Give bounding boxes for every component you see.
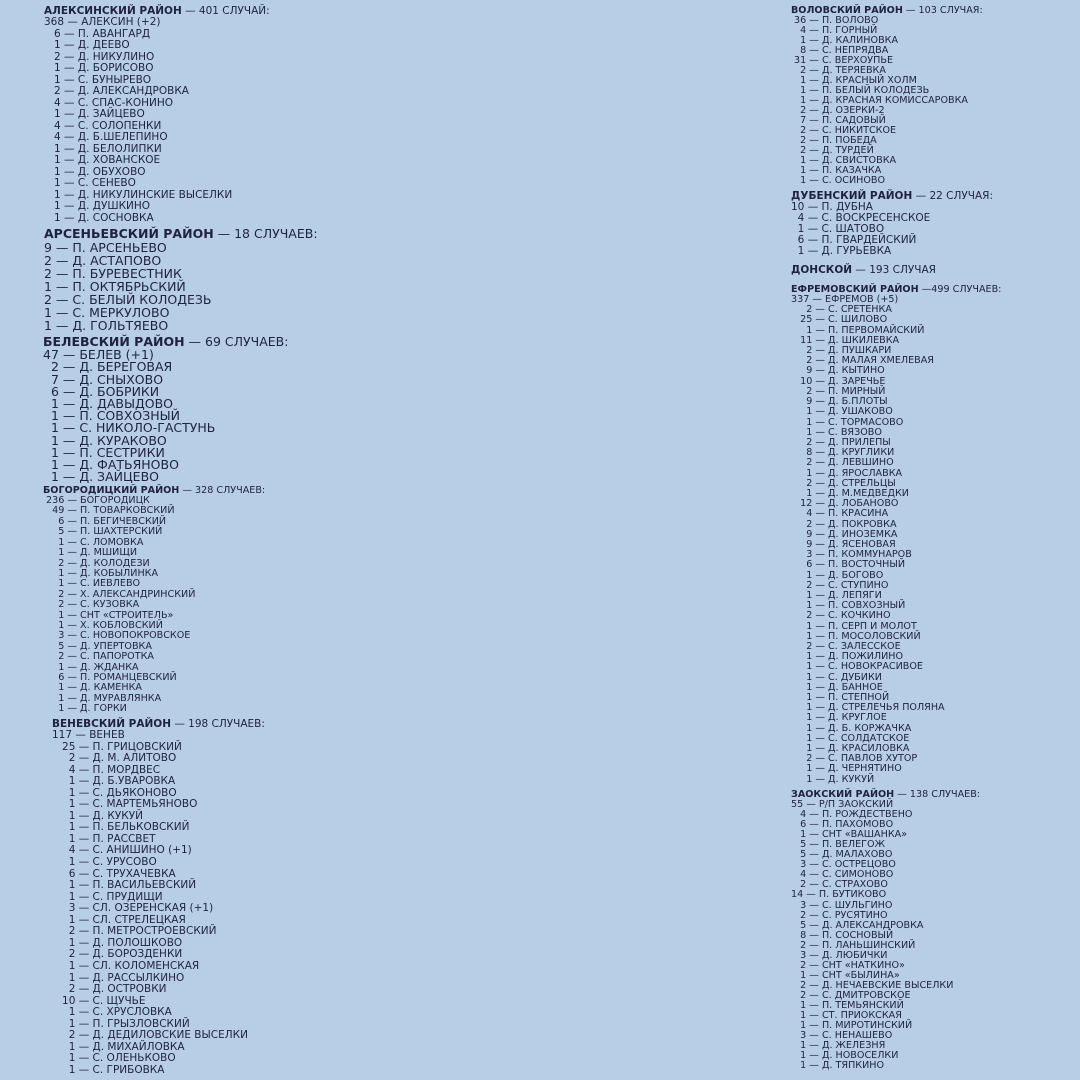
district-name: БОГОРОДИЦКИЙ РАЙОН: [43, 485, 180, 496]
locality-row: 1 — С. ОСИНОВО: [791, 175, 886, 187]
locality-row: 4 — П. МОРДВЕС: [52, 763, 161, 776]
locality-row: 7 — П. САДОВЫЙ: [791, 115, 886, 127]
district-heading: [791, 265, 936, 276]
locality-row: 6 — П. ВОСТОЧНЫЙ: [791, 559, 906, 571]
locality-row: 1 — Д. КУКУЙ: [52, 809, 143, 822]
locality-row: 1 — П. ГРЫЗЛОВСКИЙ: [52, 1017, 190, 1030]
locality-row: 1 — П. СЕСТРИКИ: [43, 444, 165, 460]
locality-row: 1 — Д. КРУГЛОЕ: [791, 712, 887, 724]
locality-row: 7 — Д. СНЫХОВО: [43, 371, 164, 387]
locality-row: 1 — С. УРУСОВО: [52, 856, 157, 869]
locality-row: 2 — П. ПОБЕДА: [791, 135, 877, 147]
locality-row: 1 — С. МЕРКУЛОВО: [44, 305, 170, 321]
locality-row: 1 — Д. НИКУЛИНСКИЕ ВЫСЕЛКИ: [44, 188, 233, 201]
locality-row: 1 — П. БЕЛЬКОВСКИЙ: [52, 821, 190, 834]
locality-row: 14 — П. БУТИКОВО: [791, 889, 887, 901]
locality-row: 4 — П. КРАСИНА: [791, 508, 889, 520]
district-arsenyevsky: [44, 227, 318, 332]
locality-row: 2 — С. ДМИТРОВСКОЕ: [791, 989, 911, 1001]
district-volovsky: [791, 6, 983, 186]
locality-row: 10 — Д. ЗАРЕЧЬЕ: [791, 375, 886, 387]
locality-row: 1 — С. СЕНЕВО: [44, 177, 136, 190]
locality-row: 2 — Д. ОЗЕРКИ-2: [791, 105, 885, 117]
locality-list: [44, 241, 318, 332]
locality-row: 1 — СНТ «БЫЛИНА»: [791, 969, 900, 981]
locality-row: 1 — П. КАЗАЧКА: [791, 165, 882, 177]
locality-row: 25 — П. ГРИЦОВСКИЙ: [52, 740, 182, 753]
locality-row: 1 — С. СОЛДАТСКОЕ: [791, 732, 910, 744]
locality-row: 6 — П. ПАХОМОВО: [791, 819, 894, 831]
locality-row: 117 — ВЕНЕВ: [52, 729, 125, 742]
locality-row: 1 — Д. БЕЛОЛИПКИ: [44, 142, 162, 155]
locality-row: 2 — СНТ «НАТКИНО»: [791, 959, 905, 971]
locality-row: 3 — СЛ. ОЗЕРЕНСКАЯ (+1): [52, 902, 214, 915]
locality-row: 49 — П. ТОВАРКОВСКИЙ: [43, 505, 175, 517]
district-aleksinsky: [44, 6, 270, 224]
locality-row: 6 — П. РОМАНЦЕВСКИЙ: [43, 671, 177, 683]
locality-row: 1 — СЛ. СТРЕЛЕЦКАЯ: [52, 913, 186, 926]
locality-list: [791, 16, 983, 186]
district-name: БЕЛЕВСКИЙ РАЙОН: [43, 334, 185, 349]
locality-row: 1 — П. МОСОЛОВСКИЙ: [791, 630, 921, 642]
locality-row: 2 — П. ЛАНЬШИНСКИЙ: [791, 939, 916, 951]
locality-row: 8 — С. НЕПРЯДВА: [791, 45, 889, 57]
locality-row: 4 — С. АНИШИНО (+1): [52, 844, 192, 857]
district-venevsky: [52, 719, 265, 1076]
district-case-count: — 328 СЛУЧАЕВ:: [179, 485, 266, 496]
locality-row: 1 — Д. ЧЕРНЯТИНО: [791, 763, 902, 775]
locality-row: 1 — С. ПРУДИЩИ: [52, 890, 163, 903]
locality-row: 337 — ЕФРЕМОВ (+5): [791, 294, 899, 306]
locality-row: 1 — Д. КАЛИНОВКА: [791, 35, 899, 47]
locality-row: 1 — Д. СТРЕЛЕЧЬЯ ПОЛЯНА: [791, 702, 945, 714]
locality-row: 2 — Д. МАЛАЯ ХМЕЛЕВАЯ: [791, 355, 934, 367]
district-name: ЕФРЕМОВСКИЙ РАЙОН: [791, 284, 919, 295]
locality-row: 6 — П. ГВАРДЕЙСКИЙ: [791, 234, 917, 247]
locality-list: [791, 800, 980, 1071]
locality-row: 4 — П. ГОРНЫЙ: [791, 25, 878, 37]
locality-row: 1 — Д. ДЕЕВО: [44, 39, 130, 52]
district-case-count: — 18 СЛУЧАЕВ:: [213, 226, 318, 241]
locality-row: 368 — АЛЕКСИН (+2): [44, 16, 161, 29]
locality-row: 2 — С. КОЧКИНО: [791, 610, 891, 622]
locality-row: 1 — Д. ГУРЬЕВКА: [791, 245, 892, 258]
locality-row: 1 — СНТ «ВАШАНКА»: [791, 829, 908, 841]
locality-row: 3 — С. ОСТРЕЦОВО: [791, 859, 896, 871]
locality-row: 11 — Д. ШКИЛЕВКА: [791, 334, 900, 346]
locality-row: 5 — П. ШАХТЕРСКИЙ: [43, 526, 163, 538]
locality-row: 1 — Д. ЛЕПЯГИ: [791, 589, 882, 601]
locality-row: 47 — БЕЛЕВ (+1): [43, 347, 154, 363]
district-case-count: — 193 СЛУЧАЯ: [852, 264, 936, 276]
locality-row: 2 — С. ПАВЛОВ ХУТОР: [791, 753, 918, 765]
locality-row: 2 — С. КУЗОВКА: [43, 599, 140, 611]
locality-row: 2 — С. СРЕТЕНКА: [791, 304, 892, 316]
locality-row: 6 — П. АВАНГАРД: [44, 27, 151, 40]
locality-row: 1 — СТ. ПРИОКСКАЯ: [791, 1010, 902, 1022]
locality-row: 3 — С. ШУЛЬГИНО: [791, 899, 893, 911]
locality-row: 1 — С. ИЕВЛЕВО: [43, 578, 141, 590]
district-case-count: — 103 СЛУЧАЯ:: [902, 5, 983, 16]
locality-row: 5 — П. ВЕЛЕГОЖ: [791, 839, 885, 851]
locality-row: 1 — Д. ПОЖИЛИНО: [791, 651, 904, 663]
locality-row: 3 — П. КОММУНАРОВ: [791, 549, 912, 561]
locality-row: 2 — Д. АСТАПОВО: [44, 253, 162, 269]
locality-row: 9 — Д. КЫТИНО: [791, 365, 885, 377]
locality-row: 1 — СЛ. КОЛОМЕНСКАЯ: [52, 959, 200, 972]
locality-row: 1 — Д. ЯРОСЛАВКА: [791, 467, 903, 479]
locality-row: 6 — П. БЕГИЧЕВСКИЙ: [43, 515, 167, 527]
locality-row: 1 — П. РАССВЕТ: [52, 832, 156, 845]
locality-row: 1 — С. БУНЫРЕВО: [44, 73, 152, 86]
locality-row: 1 — П. МИРОТИНСКИЙ: [791, 1020, 913, 1032]
locality-row: 1 — Д. ГОЛЬТЯЕВО: [44, 318, 169, 334]
locality-row: 1 — П. СОВХОЗНЫЙ: [791, 600, 906, 612]
locality-row: 4 — С. СИМОНОВО: [791, 869, 894, 881]
district-name: ДУБЕНСКИЙ РАЙОН: [791, 190, 913, 202]
district-name: ВЕНЕВСКИЙ РАЙОН: [52, 718, 171, 730]
locality-row: 2 — П. БУРЕВЕСТНИК: [44, 266, 182, 282]
locality-row: 8 — Д. КРУГЛИКИ: [791, 447, 895, 459]
district-case-count: — 401 СЛУЧАЙ:: [181, 5, 270, 17]
district-efremovsky: [791, 285, 1001, 785]
locality-row: 5 — Д. УПЕРТОВКА: [43, 640, 152, 652]
locality-row: 10 — П. ДУБНА: [791, 201, 873, 214]
locality-row: 1 — Д. КОБЫЛИНКА: [43, 567, 159, 579]
locality-row: 1 — Д. Б.УВАРОВКА: [52, 775, 176, 788]
locality-row: 36 — П. ВОЛОВО: [791, 15, 879, 27]
locality-row: 2 — С. СТРАХОВО: [791, 879, 888, 891]
locality-row: 2 — С. РУСЯТИНО: [791, 909, 888, 921]
locality-row: 9 — Д. ЯСЕНОВАЯ: [791, 538, 896, 550]
locality-list: [791, 295, 1001, 785]
locality-row: 1 — П. СТЕПНОЙ: [791, 691, 890, 703]
locality-row: 1 — Д. КУРАКОВО: [43, 432, 167, 448]
locality-row: 6 — С. ТРУХАЧЕВКА: [52, 867, 176, 880]
locality-list: [44, 17, 270, 224]
locality-row: 31 — С. ВЕРХОУПЬЕ: [791, 55, 894, 67]
locality-row: 1 — П. ОКТЯБРЬСКИЙ: [44, 279, 186, 295]
locality-row: 2 — С. ПАПОРОТКА: [43, 651, 154, 663]
locality-list: [43, 349, 288, 483]
locality-row: 2 — С. СТУПИНО: [791, 579, 889, 591]
locality-row: 2 — Х. АЛЕКСАНДРИНСКИЙ: [43, 588, 196, 600]
district-heading: [44, 227, 318, 240]
district-belevsky: [43, 335, 288, 483]
locality-row: 1 — Д. ОБУХОВО: [44, 165, 146, 178]
locality-row: 3 — Д. ЛЮБИЧКИ: [791, 949, 888, 961]
locality-row: 9 — Д. Б.ПЛОТЫ: [791, 396, 888, 408]
locality-row: 2 — Д. М. АЛИТОВО: [52, 752, 177, 765]
locality-row: 2 — Д. НИКУЛИНО: [44, 50, 155, 63]
locality-row: 25 — С. ШИЛОВО: [791, 314, 888, 326]
locality-row: 1 — П. ВАСИЛЬЕВСКИЙ: [52, 879, 197, 892]
locality-row: 1 — Д. СВИСТОВКА: [791, 155, 897, 167]
locality-row: 55 — Р/П ЗАОКСКИЙ: [791, 799, 894, 811]
locality-row: 1 — П. СОВХОЗНЫЙ: [43, 408, 181, 424]
locality-list: [791, 202, 993, 257]
locality-row: 1 — Д. ЗАЙЦЕВО: [44, 108, 145, 121]
locality-row: 1 — С. НИКОЛО-ГАСТУНЬ: [43, 420, 216, 436]
locality-row: 2 — Д. ТЕРЯЕВКА: [791, 65, 886, 77]
locality-row: 1 — Д. КРАСНАЯ КОМИССАРОВКА: [791, 95, 968, 107]
district-dubensky: [791, 191, 993, 257]
locality-list: [52, 730, 265, 1076]
locality-row: 1 — С. ВЯЗОВО: [791, 426, 882, 438]
locality-row: 2 — П. МИРНЫЙ: [791, 385, 886, 397]
locality-row: 1 — С. ШАТОВО: [791, 223, 885, 236]
locality-row: 2 — Д. ПРИЛЕПЫ: [791, 436, 891, 448]
locality-row: 2 — Д. НЕЧАЕВСКИЕ ВЫСЕЛКИ: [791, 979, 954, 991]
locality-row: 1 — С. ДЬЯКОНОВО: [52, 786, 177, 799]
district-name: ЗАОКСКИЙ РАЙОН: [791, 789, 895, 800]
locality-row: 4 — Д. Б.ШЕЛЕПИНО: [44, 131, 168, 144]
locality-row: 1 — С. ДУБИКИ: [791, 671, 882, 683]
district-donskoy: [791, 265, 936, 276]
locality-row: 5 — Д. МАЛАХОВО: [791, 849, 893, 861]
district-case-count: — 69 СЛУЧАЕВ:: [184, 334, 289, 349]
locality-row: 4 — С. СПАС-КОНИНО: [44, 96, 174, 109]
locality-row: 1 — Д. БОГОВО: [791, 569, 884, 581]
locality-row: 2 — Д. ПУШКАРИ: [791, 345, 892, 357]
locality-row: 1 — Д. ДАВЫДОВО: [43, 395, 173, 411]
locality-row: 2 — Д. АЛЕКСАНДРОВКА: [44, 85, 189, 98]
locality-row: 1 — Д. ДУШКИНО: [44, 200, 151, 213]
locality-row: 1 — Д. КУКУЙ: [791, 773, 875, 785]
locality-row: 6 — Д. БОБРИКИ: [43, 383, 160, 399]
locality-row: 1 — Д. РАССЫЛКИНО: [52, 971, 185, 984]
locality-row: 1 — Д. МШИЩИ: [43, 547, 138, 559]
locality-row: 1 — С. НОВОКРАСИВОЕ: [791, 661, 923, 673]
locality-row: 10 — С. ЩУЧЬЕ: [52, 994, 146, 1007]
district-case-count: — 198 СЛУЧАЕВ:: [170, 718, 265, 730]
locality-row: 2 — П. МЕТРОСТРОЕВСКИЙ: [52, 925, 217, 938]
locality-row: 1 — Д. МИХАЙЛОВКА: [52, 1040, 185, 1053]
locality-row: 2 — Д. ТУРДЕЙ: [791, 145, 874, 157]
locality-row: 1 — С. ОЛЕНЬКОВО: [52, 1052, 176, 1065]
locality-row: 1 — Д. Б. КОРЖАЧКА: [791, 722, 912, 734]
locality-row: 3 — С. НОВОПОКРОВСКОЕ: [43, 630, 191, 642]
locality-row: 2 — Д. СТРЕЛЬЦЫ: [791, 477, 896, 489]
locality-row: 2 — Д. ОСТРОВКИ: [52, 983, 167, 996]
locality-row: 8 — П. СОСНОВЫЙ: [791, 929, 894, 941]
locality-row: 1 — Д. ГОРКИ: [43, 703, 127, 715]
locality-row: 5 — Д. АЛЕКСАНДРОВКА: [791, 919, 924, 931]
locality-row: 2 — Д. КОЛОДЕЗИ: [43, 557, 150, 569]
locality-row: 2 — Д. ДЕДИЛОВСКИЕ ВЫСЕЛКИ: [52, 1029, 248, 1042]
locality-row: 1 — Д. М.МЕДВЕДКИ: [791, 487, 909, 499]
locality-row: 1 — Д. ЖДАНКА: [43, 661, 139, 673]
locality-row: 1 — П. ТЕМЬЯНСКИЙ: [791, 1000, 904, 1011]
locality-row: 236 — БОГОРОДИЦК: [43, 495, 150, 507]
district-name: АРСЕНЬЕВСКИЙ РАЙОН: [44, 226, 214, 241]
locality-row: 1 — С. ГРИБОВКА: [52, 1063, 165, 1076]
locality-row: 2 — Д. ЛЕВШИНО: [791, 457, 894, 469]
locality-row: 1 — С. ЛОМОВКА: [43, 536, 144, 548]
locality-row: 1 — Д. БОРИСОВО: [44, 62, 154, 75]
locality-row: 1 — Д. МУРАВЛЯНКА: [43, 692, 162, 704]
locality-row: 2 — Д. БЕРЕГОВАЯ: [43, 359, 173, 375]
district-case-count: — 22 СЛУЧАЯ:: [912, 190, 993, 202]
locality-row: 4 — С. СОЛОПЕНКИ: [44, 119, 162, 132]
district-bogoroditsky: [43, 486, 265, 715]
locality-row: 1 — С. ХРУСЛОВКА: [52, 1006, 172, 1019]
locality-row: 3 — С. НЕНАШЕВО: [791, 1030, 893, 1042]
locality-row: 1 — П. СЕРП И МОЛОТ: [791, 620, 917, 632]
locality-row: 1 — Д. КАМЕНКА: [43, 682, 142, 694]
district-case-count: — 138 СЛУЧАЕВ:: [894, 789, 981, 800]
locality-row: 1 — Д. ЖЕЛЕЗНЯ: [791, 1040, 886, 1052]
locality-row: 4 — С. ВОСКРЕСЕНСКОЕ: [791, 212, 931, 225]
locality-row: 4 — П. РОЖДЕСТВЕНО: [791, 809, 913, 821]
locality-row: 9 — П. АРСЕНЬЕВО: [44, 240, 167, 256]
locality-row: 2 — Д. БОРОЗДЕНКИ: [52, 948, 183, 961]
locality-row: 1 — Д. ЗАЙЦЕВО: [43, 469, 159, 485]
locality-row: 2 — Д. ПОКРОВКА: [791, 518, 897, 530]
locality-row: 1 — Д. ХОВАНСКОЕ: [44, 154, 161, 167]
locality-row: 1 — Д. БАННОЕ: [791, 681, 883, 693]
locality-row: 1 — Д. КРАСНЫЙ ХОЛМ: [791, 75, 917, 87]
locality-row: 2 — С. НИКИТСКОЕ: [791, 125, 897, 137]
locality-row: 1 — С. ТОРМАСОВО: [791, 416, 904, 428]
locality-row: 2 — С. БЕЛЫЙ КОЛОДЕЗЬ: [44, 292, 212, 308]
locality-row: 1 — Д. ФАТЬЯНОВО: [43, 456, 179, 472]
locality-row: 1 — Х. КОБЛОВСКИЙ: [43, 619, 163, 631]
locality-row: 1 — Д. ТЯПКИНО: [791, 1060, 885, 1072]
locality-row: 1 — Д. НОВОСЕЛКИ: [791, 1050, 899, 1062]
locality-row: 1 — СНТ «СТРОИТЕЛЬ»: [43, 609, 174, 621]
locality-row: 1 — Д. СОСНОВКА: [44, 211, 154, 224]
locality-row: 1 — Д. УШАКОВО: [791, 406, 893, 418]
locality-row: 1 — С. МАРТЕМЬЯНОВО: [52, 798, 198, 811]
locality-row: 2 — С. ЗАЛЕССКОЕ: [791, 640, 901, 652]
locality-row: 9 — Д. ИНОЗЕМКА: [791, 528, 898, 540]
locality-list: [43, 496, 265, 715]
district-name: ВОЛОВСКИЙ РАЙОН: [791, 5, 903, 16]
district-case-count: —499 СЛУЧАЕВ:: [918, 284, 1002, 295]
locality-row: 1 — П. БЕЛЫЙ КОЛОДЕЗЬ: [791, 85, 930, 97]
district-zaoksky: [791, 790, 980, 1071]
locality-row: 1 — Д. ПОЛОШКОВО: [52, 936, 183, 949]
locality-row: 1 — П. ПЕРВОМАЙСКИЙ: [791, 324, 925, 336]
district-name: ДОНСКОЙ: [791, 264, 853, 276]
locality-row: 1 — Д. КРАСИЛОВКА: [791, 743, 910, 754]
locality-row: 12 — Д. ЛОБАНОВО: [791, 498, 899, 510]
district-name: АЛЕКСИНСКИЙ РАЙОН: [44, 5, 182, 17]
